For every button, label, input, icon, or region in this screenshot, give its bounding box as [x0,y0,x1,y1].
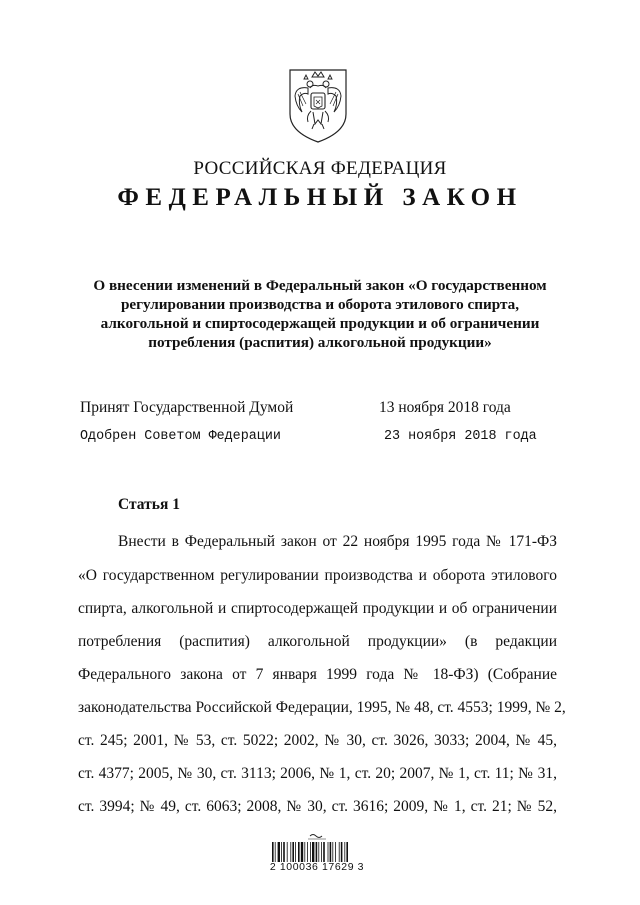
body-text-line: законодательства Российской Федерации, 1995, № 48, ст. 4553; 1999, № 2, [78,699,566,716]
barcode-number: 2 100036 17629 3 [269,861,365,873]
law-type-heading: ФЕДЕРАЛЬНЫЙ ЗАКОН [117,184,523,211]
law-title: О внесении изменений в Федеральный закон «О государственном регулировании производства и оборота этилового спирта, алкогольной и спиртосодержащей продукции и об ограничении потребления (распития) алкогольной продукции» [93,277,547,351]
body-text-line: Федерального закона от 7 января 1999 года № 18-ФЗ) (Собрание [78,666,557,683]
body-text-line: ст. 3994; № 49, ст. 6063; 2008, № 30, ст. 3616; 2009, № 1, ст. 21; № 52, [78,798,557,815]
council-approval-date: 23 ноября 2018 года [384,429,537,444]
duma-adoption-date: 13 ноября 2018 года [379,399,511,416]
body-text-line: ст. 4377; 2005, № 30, ст. 3113; 2006, № 1, ст. 20; 2007, № 1, ст. 11; № 31, [78,765,557,782]
coat-of-arms-icon [286,66,350,144]
duma-adoption-label: Принят Государственной Думой [80,399,294,416]
body-text-line: ст. 245; 2001, № 53, ст. 5022; 2002, № 30, ст. 3026, 3033; 2004, № 45, [78,732,557,749]
country-name: РОССИЙСКАЯ ФЕДЕРАЦИЯ [193,158,447,179]
body-text-line: Внести в Федеральный закон от 22 ноября 1995 года № 171-ФЗ [118,533,557,550]
body-text-line: потребления (распития) алкогольной продукции» (в редакции [78,633,557,650]
body-text-line: спирта, алкогольной и спиртосодержащей продукции и об ограничении [78,600,557,617]
council-approval-label: Одобрен Советом Федерации [80,429,281,444]
article-heading: Статья 1 [118,496,180,513]
body-text-line: «О государственном регулировании производства и оборота этилового [78,567,557,584]
